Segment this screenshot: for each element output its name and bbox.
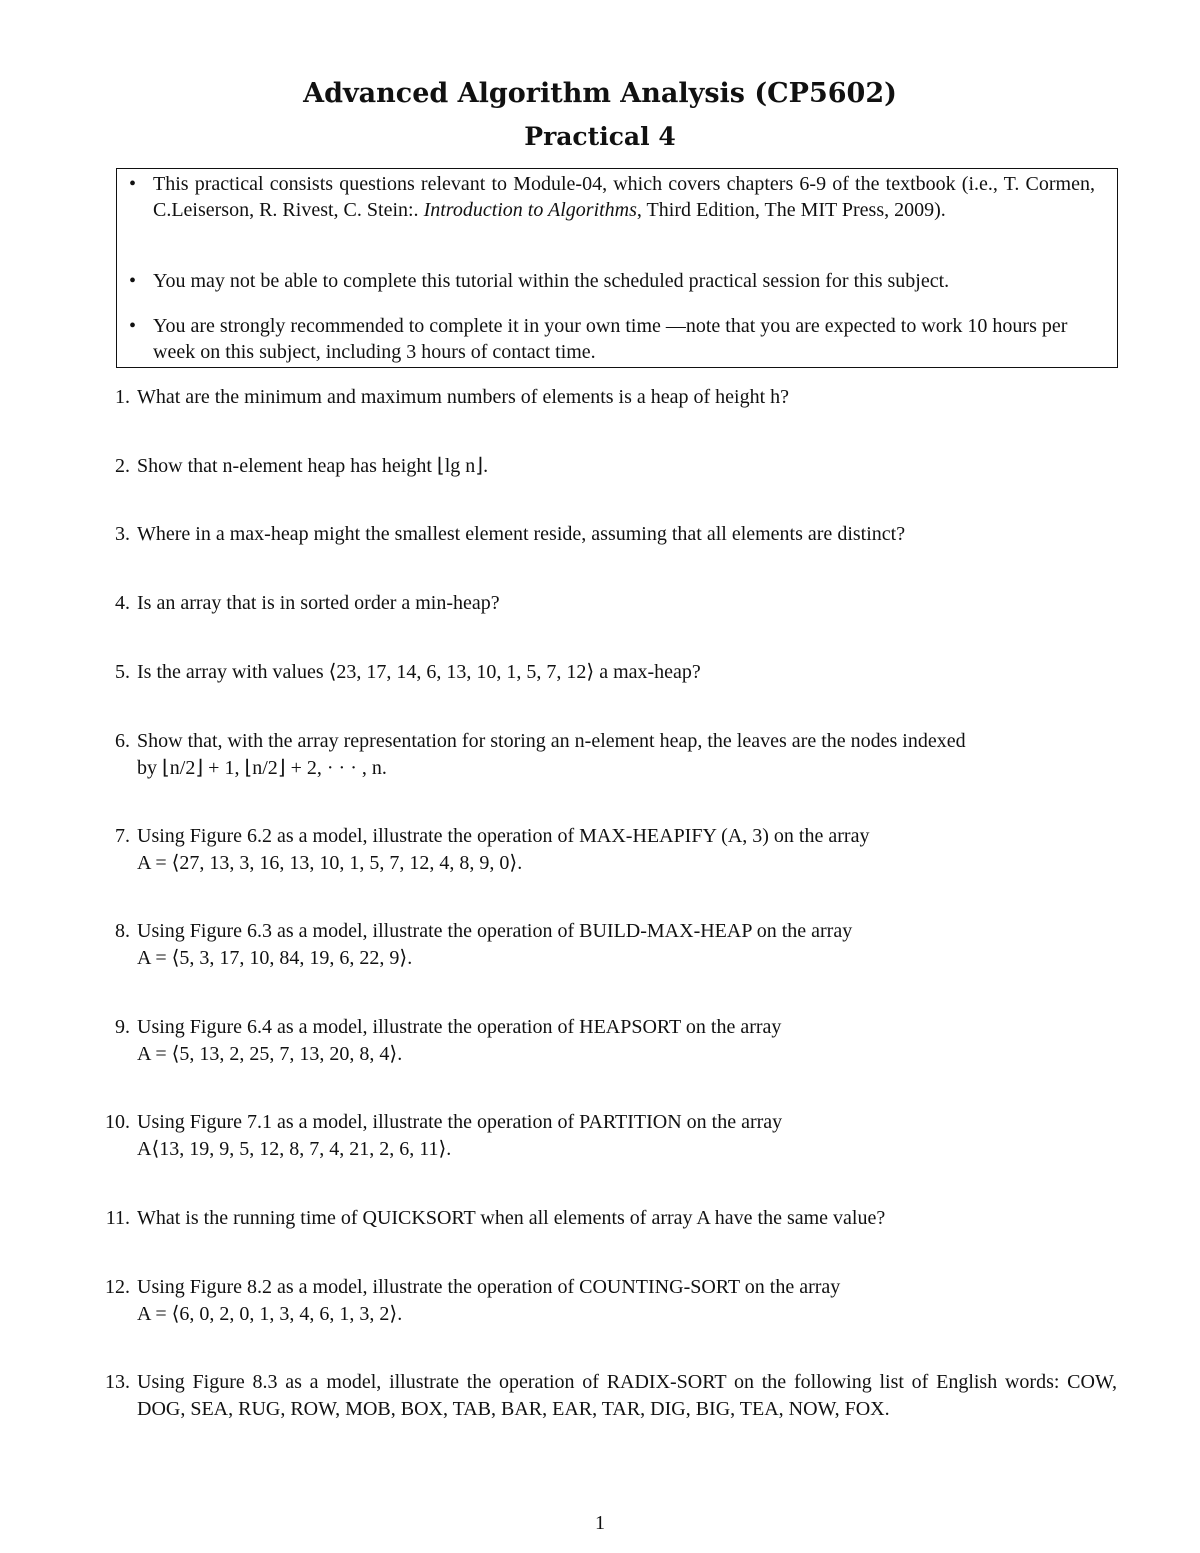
- question-11: [105, 1205, 1117, 1232]
- notice-bullet-textbook: [153, 171, 1095, 223]
- question-12: [105, 1274, 1117, 1325]
- question-text: Is an array that is in sorted order a min-heap?: [137, 592, 500, 614]
- question-text: Where in a max-heap might the smallest element reside, assuming that all elements are distinct?: [137, 523, 906, 545]
- document-subtitle: Practical 4: [524, 122, 676, 151]
- document-title: Advanced Algorithm Analysis (CP5602): [303, 78, 897, 109]
- question-text: Show that, with the array representation for storing an n-element heap, the leaves are the nodes indexed: [137, 730, 966, 752]
- question-text: Using Figure 6.4 as a model, illustrate the operation of HEAPSORT on the array: [137, 1016, 782, 1038]
- question-3: [115, 521, 1117, 548]
- question-text-continued: A = ⟨5, 13, 2, 25, 7, 13, 20, 8, 4⟩.: [137, 1043, 403, 1065]
- textbook-title: Introduction to Algorithms: [423, 199, 637, 221]
- question-9: [115, 1014, 1117, 1065]
- question-7: [115, 823, 1117, 874]
- question-number: 2.: [115, 455, 130, 477]
- question-number: 5.: [115, 661, 130, 683]
- question-text: Using Figure 8.2 as a model, illustrate the operation of COUNTING-SORT on the array: [137, 1276, 841, 1298]
- question-number: 9.: [115, 1016, 130, 1038]
- question-text: Using Figure 6.2 as a model, illustrate the operation of MAX-HEAPIFY (A, 3) on the array: [137, 825, 870, 847]
- notice-bullet-text: , Third Edition, The MIT Press, 2009).: [636, 199, 946, 221]
- question-1: [115, 384, 1117, 411]
- question-text: Show that n-element heap has height ⌊lg n⌋.: [137, 455, 489, 477]
- question-number: 11.: [105, 1207, 130, 1229]
- question-text-continued: by ⌊n/2⌋ + 1, ⌊n/2⌋ + 2, · · · , n.: [137, 757, 387, 779]
- question-number: 8.: [115, 920, 130, 942]
- question-text-continued: A⟨13, 19, 9, 5, 12, 8, 7, 4, 21, 2, 6, 11⟩.: [137, 1138, 452, 1160]
- question-4: [115, 590, 1117, 617]
- question-text: Using Figure 6.3 as a model, illustrate the operation of BUILD-MAX-HEAP on the array: [137, 920, 853, 942]
- question-text-continued: A = ⟨27, 13, 3, 16, 13, 10, 1, 5, 7, 12, 4, 8, 9, 0⟩.: [137, 852, 523, 874]
- page-number: 1: [595, 1512, 605, 1534]
- question-text-continued: A = ⟨5, 3, 17, 10, 84, 19, 6, 22, 9⟩.: [137, 947, 413, 969]
- question-number: 10.: [105, 1111, 130, 1133]
- question-number: 4.: [115, 592, 130, 614]
- question-number: 1.: [115, 386, 130, 408]
- question-text: Using Figure 7.1 as a model, illustrate the operation of PARTITION on the array: [137, 1111, 783, 1133]
- question-number: 7.: [115, 825, 130, 847]
- question-13: [105, 1369, 1117, 1423]
- question-number: 6.: [115, 730, 130, 752]
- question-text-continued: A = ⟨6, 0, 2, 0, 1, 3, 4, 6, 1, 3, 2⟩.: [137, 1303, 403, 1325]
- question-number: 3.: [115, 523, 130, 545]
- question-6: [115, 728, 1117, 779]
- question-2: [115, 453, 1117, 480]
- question-5: [115, 659, 1117, 686]
- question-text: Using Figure 8.3 as a model, illustrate the operation of RADIX-SORT on the following list of English words: COW, DOG, SEA, RUG, ROW, MOB, BOX, TAB, BAR, EAR, TAR, DIG, BIG, TEA, NOW, FOX.: [137, 1371, 1117, 1420]
- question-number: 13.: [105, 1371, 130, 1393]
- question-text: What is the running time of QUICKSORT when all elements of array A have the same value?: [137, 1207, 886, 1229]
- notice-bullet-schedule: • You may not be able to complete this tutorial within the scheduled practical session for this subject.: [153, 268, 1095, 294]
- question-text: What are the minimum and maximum numbers of elements is a heap of height h?: [137, 386, 790, 408]
- notice-bullet-recommendation: • You are strongly recommended to complete it in your own time —note that you are expected to work 10 hours per week on this subject, including 3 hours of contact time.: [153, 313, 1095, 365]
- question-number: 12.: [105, 1276, 130, 1298]
- notice-bullet-text: This practical consists questions relevant to Module-04, which covers chapters 6-9 of the textbook (i.e., T. Cormen, C.Leiserson, R. Rivest, C. Stein:.: [153, 173, 1095, 221]
- question-text: Is the array with values ⟨23, 17, 14, 6, 13, 10, 1, 5, 7, 12⟩ a max-heap?: [137, 661, 701, 683]
- question-10: [105, 1109, 1117, 1160]
- notice-box: [116, 168, 1118, 368]
- question-8: [115, 918, 1117, 969]
